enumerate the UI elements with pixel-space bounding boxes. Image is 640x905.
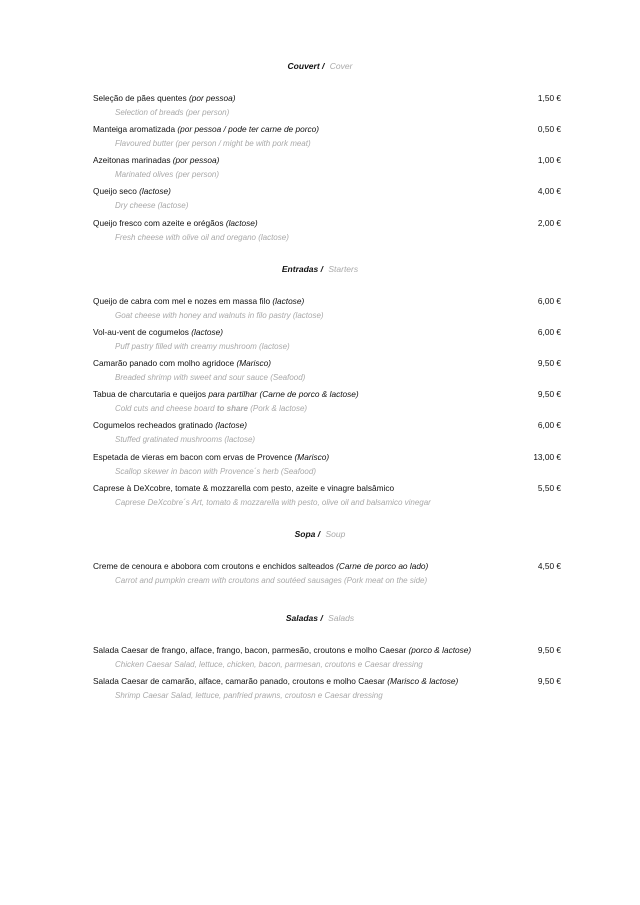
item-note: (lactose) — [215, 420, 248, 430]
item-name — [93, 327, 223, 337]
item-name — [93, 358, 271, 368]
item-note: (lactose) — [191, 327, 224, 337]
menu-item — [93, 483, 563, 513]
item-price: 0,50 € — [537, 124, 561, 134]
section-title-saladas — [0, 613, 640, 623]
section-title-en: Starters — [328, 264, 359, 274]
item-note: (Carne de porco ao lado) — [336, 561, 429, 571]
item-description-en: Shrimp Caesar Salad, lettuce, panfried prawns, croutosn e Caesar dressing — [115, 691, 383, 700]
item-description-en: Chicken Caesar Salad, lettuce, chicken, bacon, parmesan, croutons e Caesar dressing — [115, 660, 423, 669]
item-note: (por pessoa) — [172, 155, 220, 165]
section-title-sopa — [0, 529, 640, 539]
item-price: 9,50 € — [537, 389, 561, 399]
item-name — [93, 389, 359, 399]
item-name-text: Espetada de vieras em bacon com ervas de Provence — [93, 452, 295, 462]
item-name — [93, 155, 219, 165]
menu-item — [93, 389, 563, 419]
section-title-pt: Entradas / — [281, 264, 323, 274]
item-description-en-text: Cold cuts and cheese board — [115, 404, 217, 413]
menu-item — [93, 645, 563, 675]
item-description-en: Caprese DeXcobre´s Art, tomato & mozzarella with pesto, olive oil and balsamico vinegar — [115, 498, 431, 507]
item-name — [93, 420, 247, 430]
menu-item — [93, 452, 563, 482]
item-name-text: Azeitonas marinadas — [93, 155, 173, 165]
item-description-en: Puff pastry filled with creamy mushroom (lactose) — [115, 342, 290, 351]
item-description-en: Stuffed gratinated mushrooms (lactose) — [115, 435, 256, 444]
menu-item — [93, 358, 563, 388]
item-description-en: Dry cheese (lactose) — [115, 201, 189, 210]
menu-item — [93, 296, 563, 326]
item-note: (lactose) — [272, 296, 305, 306]
item-price: 1,50 € — [537, 93, 561, 103]
item-price: 9,50 € — [537, 358, 561, 368]
item-note: (porco & lactose) — [408, 645, 472, 655]
item-note: (Marisco) — [236, 358, 272, 368]
item-name — [93, 93, 236, 103]
item-description-en-bold: to share — [216, 404, 248, 413]
item-name — [93, 124, 319, 134]
item-note-secondary: (Carne de porco & lactose) — [257, 389, 359, 399]
item-price: 9,50 € — [537, 676, 561, 686]
item-name — [93, 218, 258, 228]
menu-item — [93, 676, 563, 706]
item-price: 5,50 € — [537, 483, 561, 493]
item-description-en — [115, 404, 307, 413]
item-name-text: Vol-au-vent de cogumelos — [93, 327, 192, 337]
menu-item — [93, 561, 563, 591]
section-title-en: Salads — [328, 613, 355, 623]
item-price: 13,00 € — [533, 452, 561, 462]
item-note: para partilhar — [208, 389, 258, 399]
item-name-text: Queijo fresco com azeite e orégãos — [93, 218, 226, 228]
section-title-pt: Saladas / — [285, 613, 323, 623]
section-title-en: Soup — [325, 529, 346, 539]
item-price: 4,00 € — [537, 186, 561, 196]
item-note: (por pessoa) — [188, 93, 236, 103]
item-price: 6,00 € — [537, 296, 561, 306]
section-title-pt: Couvert / — [287, 61, 325, 71]
item-name-text: Caprese à DeXcobre, tomate & mozzarella com pesto, azeite e vinagre balsâmico — [93, 483, 395, 493]
item-name-text: Manteiga aromatizada — [93, 124, 178, 134]
item-name-text: Tabua de charcutaria e queijos — [93, 389, 209, 399]
section-title-pt: Sopa / — [294, 529, 321, 539]
item-name-text: Queijo de cabra com mel e nozes em massa filo — [93, 296, 273, 306]
item-note: (por pessoa / pode ter carne de porco) — [177, 124, 319, 134]
item-price: 9,50 € — [537, 645, 561, 655]
item-note: (lactose) — [225, 218, 258, 228]
item-description-en: Selection of breads (per person) — [115, 108, 230, 117]
menu-item — [93, 327, 563, 357]
menu-item — [93, 155, 563, 185]
item-name — [93, 483, 394, 493]
item-note: (lactose) — [139, 186, 171, 196]
item-name — [93, 186, 171, 196]
item-price: 1,00 € — [537, 155, 561, 165]
item-description-en: Carrot and pumpkin cream with croutons and soutéed sausages (Pork meat on the side) — [115, 576, 428, 585]
menu-item — [93, 186, 563, 216]
item-name — [93, 645, 471, 655]
item-name-text: Seleção de pães quentes — [93, 93, 189, 103]
menu-item — [93, 218, 563, 248]
item-name — [93, 561, 428, 571]
item-price: 6,00 € — [537, 327, 561, 337]
item-name-text: Queijo seco — [93, 186, 140, 196]
menu-item — [93, 93, 563, 123]
item-description-en: Scallop skewer in bacon with Provence´s herb (Seafood) — [115, 467, 316, 476]
item-price: 6,00 € — [537, 420, 561, 430]
item-price: 4,50 € — [537, 561, 561, 571]
section-title-couvert — [0, 61, 640, 71]
section-title-en: Cover — [329, 61, 353, 71]
item-name — [93, 676, 458, 686]
item-note: (Marisco & lactose) — [387, 676, 459, 686]
item-description-en-tail: (Pork & lactose) — [247, 404, 308, 413]
item-description-en: Breaded shrimp with sweet and sour sauce (Seafood) — [115, 373, 306, 382]
item-description-en: Marinated olives (per person) — [115, 170, 220, 179]
item-description-en: Flavoured butter (per person / might be with pork meat) — [115, 139, 311, 148]
item-note: (Marisco) — [294, 452, 330, 462]
item-description-en: Fresh cheese with olive oil and oregano (lactose) — [115, 233, 289, 242]
item-description-en: Goat cheese with honey and walnuts in filo pastry (lactose) — [115, 311, 324, 320]
item-name — [93, 452, 329, 462]
item-name-text: Salada Caesar de frango, alface, frango, bacon, parmesão, croutons e molho Caesar — [93, 645, 409, 655]
menu-item — [93, 124, 563, 154]
item-name-text: Camarão panado com molho agridoce — [93, 358, 237, 368]
item-name — [93, 296, 304, 306]
menu-item — [93, 420, 563, 450]
item-name-text: Creme de cenoura e abobora com croutons e enchidos salteados — [93, 561, 337, 571]
item-name-text: Salada Caesar de camarão, alface, camarão panado, croutons e molho Caesar — [93, 676, 388, 686]
section-title-entradas — [0, 264, 640, 274]
item-price: 2,00 € — [537, 218, 561, 228]
item-name-text: Cogumelos recheados gratinado — [93, 420, 216, 430]
